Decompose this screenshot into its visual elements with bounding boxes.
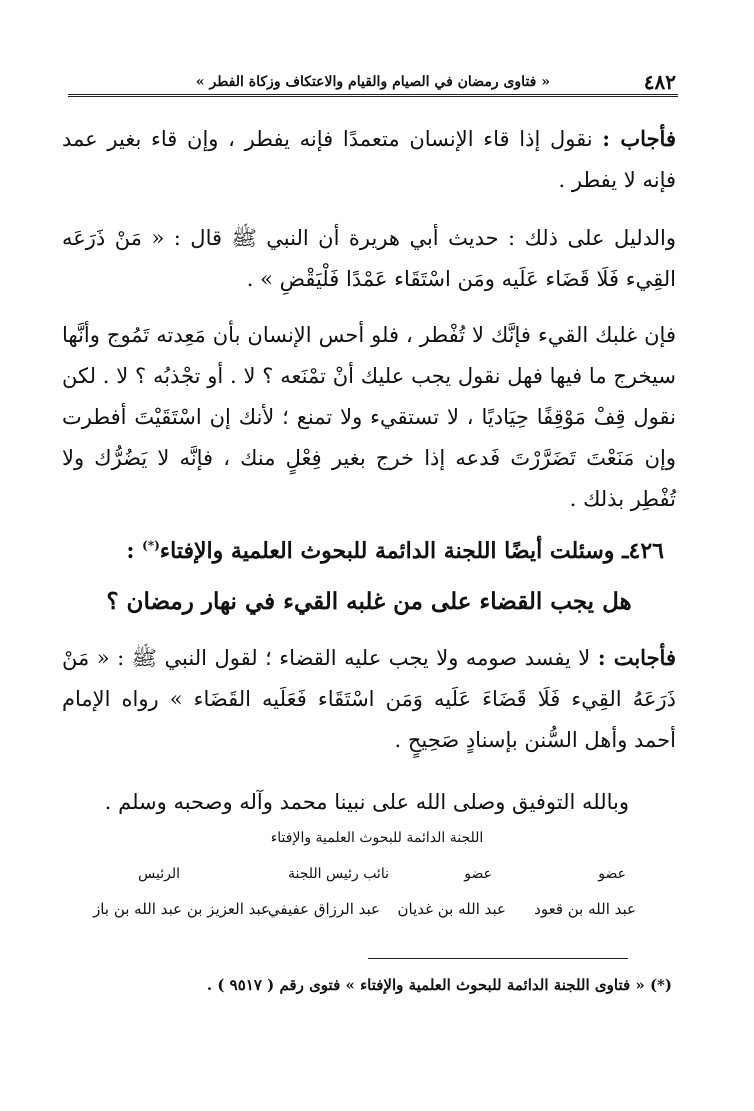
evidence-paragraph: والدليل على ذلك : حديث أبي هريرة أن النبي ﷺ قال : « مَنْ ذَرَعَه القِيء فَلَا قَضَاء عَلَيه ومَن اسْتَقَاء عَمْدًا فَلْيَقْضِ » .: [62, 226, 676, 291]
answer-one-paragraph: [62, 118, 676, 201]
signatory-name: عبد الرزاق عفيفي: [267, 900, 380, 918]
advice-paragraph: فإن غلبك القيء فإنَّك لا تُفْطر ، فلو أحس الإنسان بأن مَعِدته تَمُوج وأنَّها سيخرج ما فيها فهل نقول يجب عليك أنْ تمْنَعه ؟ لا . أو تجْذبُه ؟ لا . لكن نقول قِفْ مَوْقِفًا حِيَاديًا ، لا تستقيء ولا تمنع ؛ لأنك إن اسْتَقَيْتَ أفطرت وإن مَنَعْتَ تَضَرَّرْتَ فَدعه إذا خرج بغير فِعْلٍ منك ، فإنَّه لا يَضُرُّك ولا تُفْطِر بذلك .: [62, 323, 676, 511]
closing-paragraph: وبالله التوفيق وصلى الله على نبينا محمد وآله وصحبه وسلم .: [104, 790, 629, 814]
section-heading-text: ٤٢٦ـ وسئلت أيضًا اللجنة الدائمة للبحوث العلمية والإفتاء: [159, 538, 664, 564]
signatory-role: عضو: [464, 866, 492, 882]
answer-two-label: فأجابت :: [597, 645, 676, 670]
advice-block: [62, 315, 676, 520]
question: هل يجب القضاء على من غلبه القيء في نهار رمضان ؟: [106, 588, 632, 615]
answer-one-text: نقول إذا قاء الإنسان متعمدًا فإنه يفطر ، وإن قاء بغير عمد فإنه لا يفطر .: [62, 127, 676, 192]
evidence-block: [62, 218, 676, 300]
section-heading-end: :: [126, 538, 143, 564]
signatory-role: نائب رئيس اللجنة: [288, 866, 389, 882]
footnote-divider: [368, 958, 628, 959]
signatory-name: عبد العزيز بن عبد الله بن باز: [93, 900, 270, 918]
answer-two-text: لا يفسد صومه ولا يجب عليه القضاء ؛ لقول النبي ﷺ : « مَنْ ذَرَعَهُ القِيء فَلَا قَضَاءَ عَلَيه وَمَن اسْتَقَاء فَعَلَيه القَضَاء » رواه الإمام أحمد وأهل السُّنن بإسنادٍ صَحِيحٍ .: [62, 646, 676, 752]
answer-one: [62, 118, 676, 201]
page-number: ٤٨٢: [643, 70, 676, 94]
answer-two: [62, 637, 676, 761]
running-title: « فتاوى رمضان في الصيام والقيام والاعتكاف وزكاة الفطر »: [195, 74, 550, 90]
signatory-name: عبد الله بن غديان: [397, 900, 506, 918]
answer-one-label: فأجاب :: [602, 126, 676, 151]
signatory-role: عضو: [598, 866, 626, 882]
signatory-role: الرئيس: [138, 866, 180, 882]
section-heading: [62, 538, 664, 564]
answer-two-paragraph: [62, 637, 676, 761]
committee-title: اللجنة الدائمة للبحوث العلمية والإفتاء: [270, 830, 484, 846]
page-header: [68, 70, 678, 97]
signatory-name: عبد الله بن قعود: [534, 900, 636, 918]
footnote-marker: (*): [142, 538, 160, 553]
footnote: (*) « فتاوى اللجنة الدائمة للبحوث العلمية والإفتاء » فتوى رقم ( ٩٥١٧ ) .: [206, 976, 672, 994]
closing-block: [62, 782, 629, 823]
